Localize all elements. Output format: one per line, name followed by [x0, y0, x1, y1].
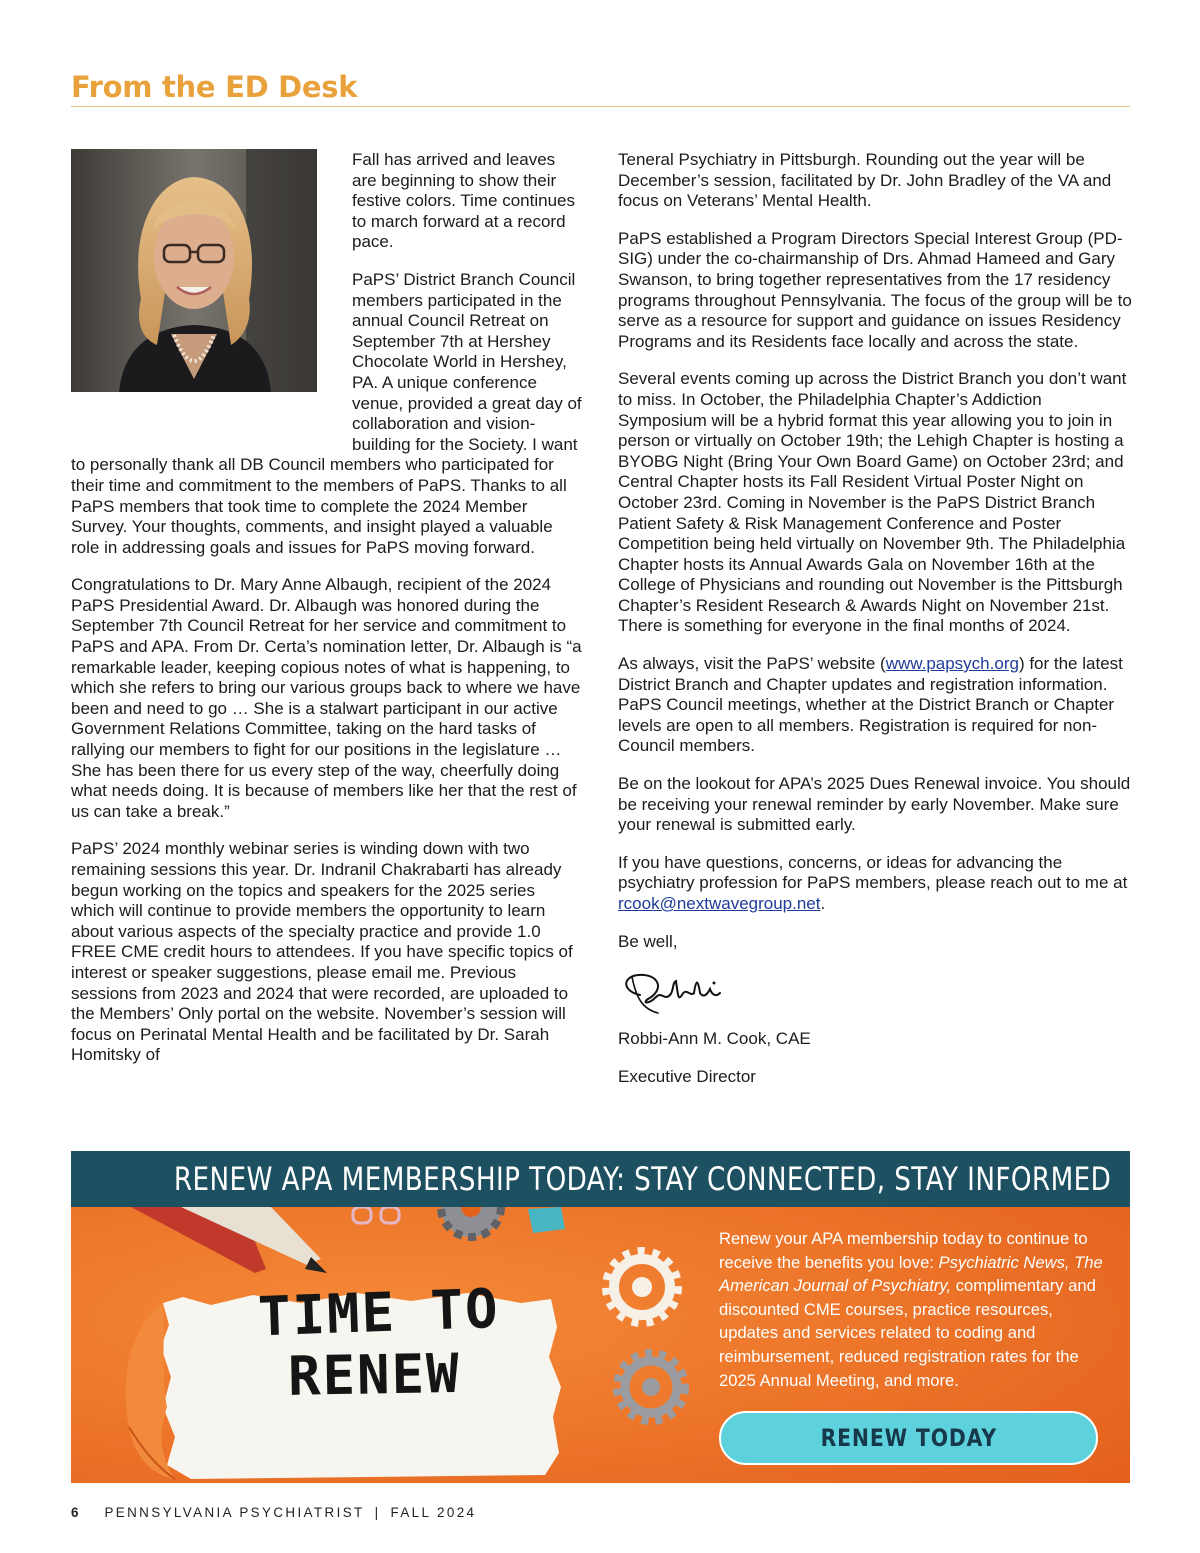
right-column [618, 150, 1132, 1104]
closing-line: Be well, [618, 931, 678, 951]
award-paragraph: Congratulations to Dr. Mary Anne Albaugh, recipient of the 2024 PaPS Presidential Award. Dr. Albaugh was honored during the September 7th Council Retreat for her service and commitment to PaPS and APA. From Dr. Certa’s nomination letter, Dr. Albaugh is “a remarkable leader, keeping copious notes of what is happening, to which she refers to bring our various groups back to where we have been and need to go … She is a stalwart participant in our active Government Relations Committee, taking on the hard tasks of rallying our members to fight for our positions in the legislature … She has been there for us every step of the way, cheerfully doing what needs doing. It is because of members like her that the rest of us can take a break.” [71, 575, 582, 821]
pd-sig-paragraph: PaPS established a Program Directors Special Interest Group (PD-SIG) under the co-chairmanship of Drs. Ahmad Hameed and Gary Swanson, to bring together representatives from the 17 residency programs throughout Pennsylvania. The focus of the group will be to serve as a resource for support and guidance on issues Residency Programs and its Residents face locally and across the state. [618, 228, 1132, 351]
publication-name: PENNSYLVANIA PSYCHIATRIST [104, 1505, 365, 1520]
footer-separator: | [374, 1505, 381, 1520]
contact-paragraph: If you have questions, concerns, or ideas for advancing the psychiatry profession for PaPS members, please reach out to me at rcook@nextwavegroup.net. [618, 852, 1128, 913]
dues-paragraph: Be on the lookout for APA’s 2025 Dues Renewal invoice. You should be receiving your renewal reminder by early November. Make sure your renewal is submitted early. [618, 774, 1131, 835]
signature-drawing [618, 965, 738, 1023]
website-link[interactable]: www.papsych.org [885, 654, 1019, 674]
events-paragraph: Several events coming up across the District Branch you don’t want to miss. In October, the Philadelphia Chapter’s Addiction Symposium will be a hybrid format this year allowing you to join in person or virtually on October 19th; the Lehigh Chapter is hosting a BYOBG Night (Bring Your Own Board Game) on October 23rd; and Central Chapter hosts its Fall Resident Virtual Poster Night on October 23rd. Coming in November is the PaPS District Branch Patient Safety & Risk Management Conference and Poster Competition being held virtually on November 9th. The Philadelphia Chapter hosts its Annual Awards Gala on November 16th at the College of Physicians and rounding out November is the Pittsburgh Chapter’s Resident Research & Awards Night on November 21st. There is something for everyone in the final months of 2024. [618, 369, 1127, 636]
banner-body: Renew your APA membership today to continue to receive the benefits you love: Psychiatric News, The American Journal of Psychiatry, complimentary and discounted CME courses, practice resources, updates and services related to coding and reimbursement, reduced registration rates for the 2025 Annual Meeting, and more. [719, 1229, 1103, 1390]
webinar-paragraph: PaPS’ 2024 monthly webinar series is winding down with two remaining sessions this year. Dr. Indranil Chakrabarti has already begun working on the topics and speakers for the 2025 series which will continue to provide members the opportunity to learn about various aspects of the specialty practice and provide 1.0 FREE CME credit hours to attendees. If you have specific topics of interest or speaker suggestions, please email me. Previous sessions from 2023 and 2024 that were recorded, are uploaded to the Members’ Only portal on the website. November’s session will focus on Perinatal Mental Health and be facilitated by Dr. Sarah Homitsky of [71, 839, 573, 1065]
page-title: From the ED Desk [71, 70, 358, 104]
signer-title: Executive Director [618, 1066, 756, 1086]
left-column [71, 150, 583, 1083]
title-divider [71, 106, 1130, 107]
intro-paragraph: Fall has arrived and leaves are beginning to show their festive colors. Time continues to march forward at a record pace. [352, 150, 575, 252]
photo-wrap-space [71, 150, 352, 440]
renew-today-button[interactable]: RENEW TODAY [719, 1411, 1098, 1465]
website-paragraph: As always, visit the PaPS’ website (www.papsych.org) for the latest District Branch and Chapter updates and registration information. PaPS Council meetings, whether at the District Branch or Chapter levels are open to all members. Registration is required for non-Council members. [618, 654, 1123, 756]
council-retreat-paragraph: PaPS’ District Branch Council members participated in the annual Council Retreat on September 7th at Hershey Chocolate World in Hershey, PA. A unique conference venue, provided a great day of collaboration and vision-building for the Society. I want to personally thank all DB Council members who participated for their time and commitment to the members of PaPS. Thanks to all PaPS members that took time to complete the 2024 Member Survey. Your thoughts, comments, and insight played a valuable role in addressing goals and issues for PaPS moving forward. [71, 269, 582, 557]
email-link[interactable]: rcook@nextwavegroup.net [618, 894, 821, 913]
signature [618, 965, 1132, 1023]
binder-clip-icon [528, 1207, 565, 1233]
journal-names: Psychiatric News, The American Journal of Psychiatry, [719, 1252, 1103, 1296]
page-footer [71, 1505, 476, 1520]
signer-name: Robbi-Ann M. Cook, CAE [618, 1029, 811, 1049]
time-to-renew-text: TIME TO RENEW [256, 1276, 501, 1408]
webinar-continued-paragraph: Teneral Psychiatry in Pittsburgh. Rounding out the year will be December’s session, facilitated by Dr. John Bradley of the VA and focus on Veterans’ Mental Health. [618, 150, 1112, 211]
issue-label: FALL 2024 [390, 1505, 477, 1520]
page-number: 6 [71, 1505, 79, 1520]
banner-headline: RENEW APA MEMBERSHIP TODAY: STAY CONNECTED, STAY INFORMED [71, 1151, 1130, 1207]
